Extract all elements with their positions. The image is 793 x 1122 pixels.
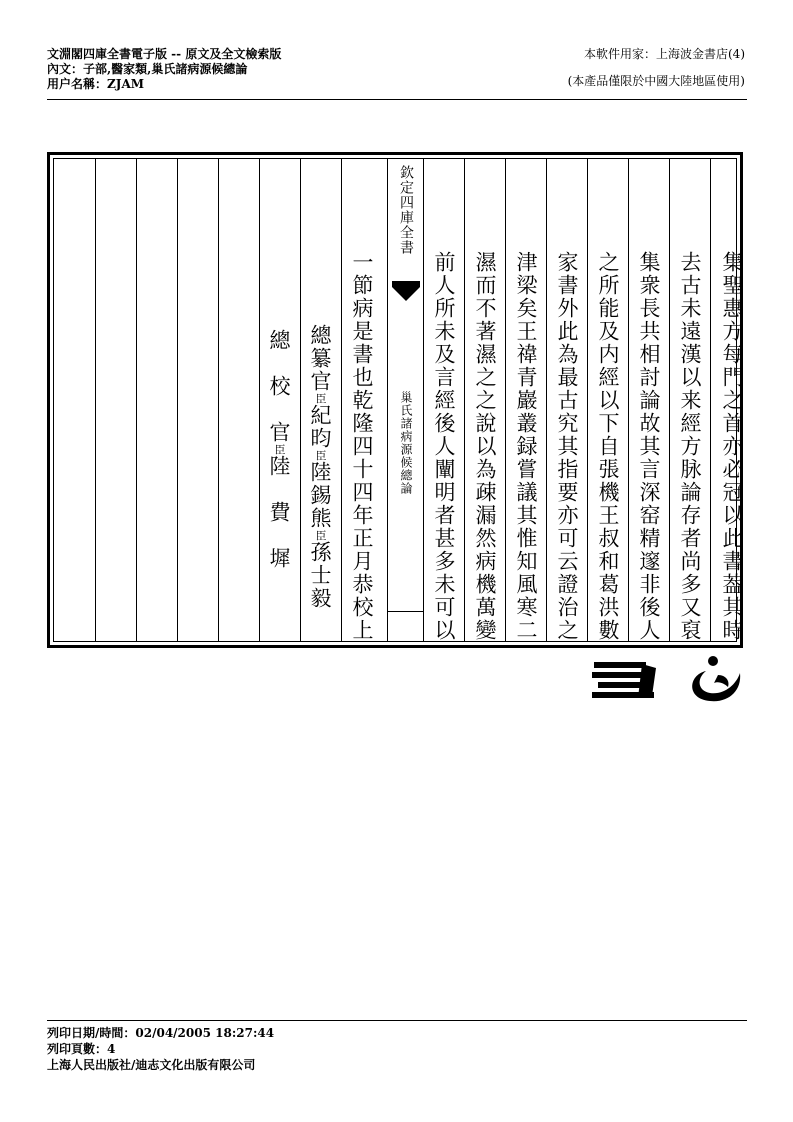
fold-divider: [388, 611, 423, 612]
footer-divider: [47, 1020, 747, 1021]
compiler-name-1: 紀昀: [308, 404, 332, 450]
compiler-name-2: 陸錫熊: [308, 461, 332, 530]
column-text: 家書外此為最古究其指要亦可云證治之: [555, 251, 579, 642]
column-text: 濕而不著濕之之說以為疎漏然病機萬變: [473, 251, 497, 642]
print-page-count: 列印頁數：4: [47, 1042, 116, 1056]
empty-column: [95, 159, 136, 641]
column-text: 前人所未及言經後人闡明者甚多未可以: [432, 251, 456, 642]
header-left: [47, 47, 281, 92]
text-column: [464, 159, 505, 641]
publisher: 上海人民出版社/迪志文化出版有限公司: [47, 1058, 256, 1072]
column-text: 之所能及内經以下自張機王叔和葛洪數: [596, 251, 620, 642]
text-column: [587, 159, 628, 641]
header-right: [568, 47, 745, 101]
official-mark: 臣: [314, 393, 327, 404]
text-column: [341, 159, 382, 641]
header-content-path: 內文：子部,醫家類,巢氏諸病源候總論: [47, 62, 248, 76]
library-seal-icon: [592, 660, 658, 700]
empty-column: [136, 159, 177, 641]
empty-column: [177, 159, 218, 641]
compilers-line: [301, 324, 341, 610]
header-region-note: (本產品僅限於中國大陸地區使用): [567, 74, 745, 88]
text-column: [505, 159, 546, 641]
text-column: [423, 159, 464, 641]
print-datetime: 列印日期/時間：02/04/2005 18:27:44: [47, 1026, 275, 1040]
proofreader-name: 陸 費 墀: [267, 455, 291, 570]
text-column: [669, 159, 710, 641]
fold-book-title: 巢氏諸病源候總論: [399, 391, 413, 495]
column-text: 集衆長共相討論故其言深窑精邃非後人: [637, 251, 661, 642]
column-text: 去古未遠漢以来經方脉論存者尚多又裒: [678, 251, 702, 642]
text-column: [628, 159, 669, 641]
footer: [47, 1025, 274, 1073]
compiler-name-3: 孫士毅: [308, 541, 332, 610]
title-chief-compiler: 總纂官: [308, 324, 332, 393]
text-column: [300, 159, 341, 641]
column-text: 一節病是書也乾隆四十四年正月恭校上: [350, 251, 374, 642]
center-fold: [387, 159, 423, 641]
official-mark: 臣: [273, 444, 286, 455]
text-column: [710, 159, 744, 642]
header-divider: [47, 99, 747, 100]
fish-tail-icon: [392, 287, 420, 301]
official-mark: 臣: [314, 450, 327, 461]
header-licensee: 本軟件用家：上海波金書店(4): [584, 47, 745, 61]
page-frame: [47, 152, 743, 648]
header-title: 文淵閣四庫全書電子版 -- 原文及全文檢索版: [47, 47, 282, 61]
column-text: 津梁矣王禕青巖叢録嘗議其惟知風寒二: [514, 251, 538, 642]
dragon-emblem-icon: [684, 655, 744, 705]
page-frame-inner: [53, 158, 744, 642]
empty-column: [218, 159, 259, 641]
fold-collection-title: 欽定四庫全書: [398, 165, 414, 255]
column-text: 集聖惠方每門之首亦必冠以此書葢其時: [720, 251, 744, 642]
proofreader-line: [260, 329, 300, 570]
header-username: 用户名稱：ZJAM: [47, 77, 145, 91]
text-column: [259, 159, 300, 641]
text-column: [546, 159, 587, 641]
empty-column: [54, 159, 95, 641]
official-mark: 臣: [314, 530, 327, 541]
title-chief-proofreader: 總 校 官: [267, 329, 291, 444]
